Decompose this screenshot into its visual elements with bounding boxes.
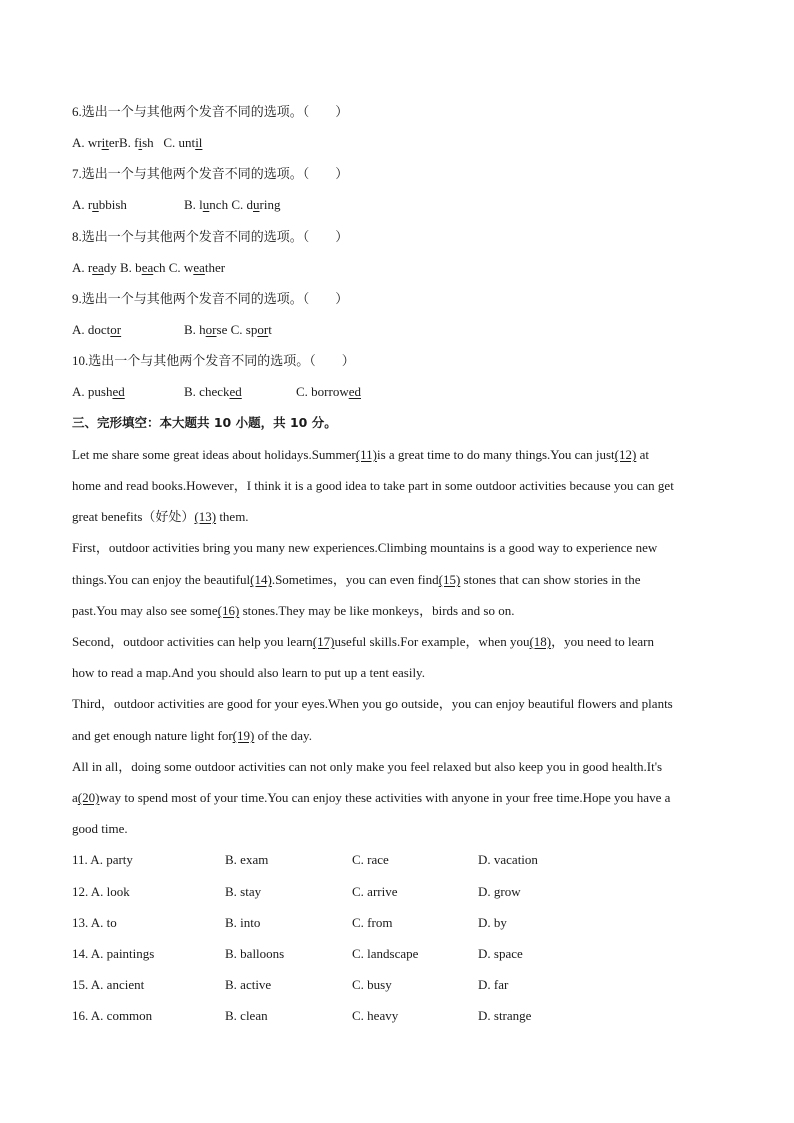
option-9b: B. horse C. sport (184, 322, 272, 337)
passage-line: and get enough nature light for(19) of the day. (72, 728, 312, 743)
blank-11: (11) (355, 447, 377, 462)
option-a: 15. A. ancient (72, 977, 145, 992)
passage-line: great benefits（好处）(13) them. (72, 509, 249, 524)
option-8c: C. weather (168, 260, 226, 275)
option-b: B. into (225, 915, 261, 930)
option-c: C. from (352, 915, 393, 930)
passage-line: Third，outdoor activities are good for your eyes.When you go outside，you can enjoy beautiful flowers and plants (72, 696, 673, 711)
question-10: 10.选出一个与其他两个发音不同的选项。（ ） (72, 353, 355, 368)
option-c: C. landscape (352, 946, 419, 961)
question-6: 6.选出一个与其他两个发音不同的选项。（ ） (72, 104, 349, 119)
option-d: D. far (478, 977, 509, 992)
option-a: 13. A. to (72, 915, 117, 930)
option-6a: A. writer (72, 135, 119, 150)
option-6c: C. until (163, 135, 203, 150)
option-b: B. active (225, 977, 272, 992)
passage-line: Let me share some great ideas about holidays.Summer(11)is a great time to do many things.You can just(12) at (72, 447, 649, 462)
option-10a: A. pushed (72, 384, 125, 399)
passage-line: a(20)way to spend most of your time.You can enjoy these activities with anyone in your free time.Hope you have a (72, 790, 671, 805)
blank-19: (19) (232, 728, 255, 743)
question-9: 9.选出一个与其他两个发音不同的选项。（ ） (72, 291, 349, 306)
passage-line: things.You can enjoy the beautiful(14).Sometimes，you can even find(15) stones that can show stories in the (72, 572, 641, 587)
option-a: 14. A. paintings (72, 946, 155, 961)
option-6b: B. fish (118, 135, 154, 150)
passage-line: how to read a map.And you should also learn to put up a tent easily. (72, 665, 425, 680)
option-a: 16. A. common (72, 1008, 153, 1023)
option-c: C. heavy (352, 1008, 399, 1023)
option-c: C. arrive (352, 884, 398, 899)
option-10b: B. checked (184, 384, 242, 399)
option-a: 12. A. look (72, 884, 130, 899)
passage-line: First，outdoor activities bring you many new experiences.Climbing mountains is a good way to experience new (72, 540, 658, 555)
question-6-options (72, 134, 202, 152)
option-8a: A. ready (72, 260, 117, 275)
option-b: B. balloons (225, 946, 285, 961)
passage-line: Second，outdoor activities can help you learn(17)useful skills.For example，when you(18)，you need to learn (72, 634, 655, 649)
option-9a: A. doctor (72, 322, 122, 337)
section-heading: 三、完形填空：本大题共 10 小题，共 10 分。 (72, 415, 337, 430)
option-d: D. space (478, 946, 523, 961)
passage-line: good time. (72, 821, 128, 836)
option-8b: B. beach (120, 260, 166, 275)
option-d: D. grow (478, 884, 521, 899)
option-c: C. busy (352, 977, 392, 992)
option-c: C. race (352, 852, 389, 867)
question-8-options (72, 259, 225, 277)
option-10c: C. borrowed (296, 384, 361, 399)
option-d: D. by (478, 915, 507, 930)
option-7a: A. rubbish (72, 197, 127, 212)
blank-15: (15) (438, 572, 461, 587)
blank-16: (16) (217, 603, 240, 618)
option-7b: B. lunch C. during (184, 197, 281, 212)
option-d: D. strange (478, 1008, 532, 1023)
question-7: 7.选出一个与其他两个发音不同的选项。（ ） (72, 166, 349, 181)
option-b: B. exam (225, 852, 269, 867)
blank-14: (14) (250, 572, 272, 587)
blank-17: (17) (312, 634, 335, 649)
blank-18: (18) (529, 634, 552, 649)
question-8: 8.选出一个与其他两个发音不同的选项。（ ） (72, 229, 349, 244)
option-b: B. clean (225, 1008, 268, 1023)
passage-line: All in all，doing some outdoor activities can not only make you feel relaxed but also keep you in good health.It's (72, 759, 663, 774)
blank-13: (13) (194, 509, 217, 524)
passage-line: past.You may also see some(16) stones.They may be like monkeys，birds and so on. (72, 603, 515, 618)
option-d: D. vacation (478, 852, 538, 867)
option-b: B. stay (225, 884, 262, 899)
passage-line: home and read books.However，I think it is a good idea to take part in some outdoor activities because you can get (72, 478, 674, 493)
blank-20: (20) (77, 790, 100, 805)
blank-12: (12) (614, 447, 637, 462)
option-a: 11. A. party (72, 852, 133, 867)
